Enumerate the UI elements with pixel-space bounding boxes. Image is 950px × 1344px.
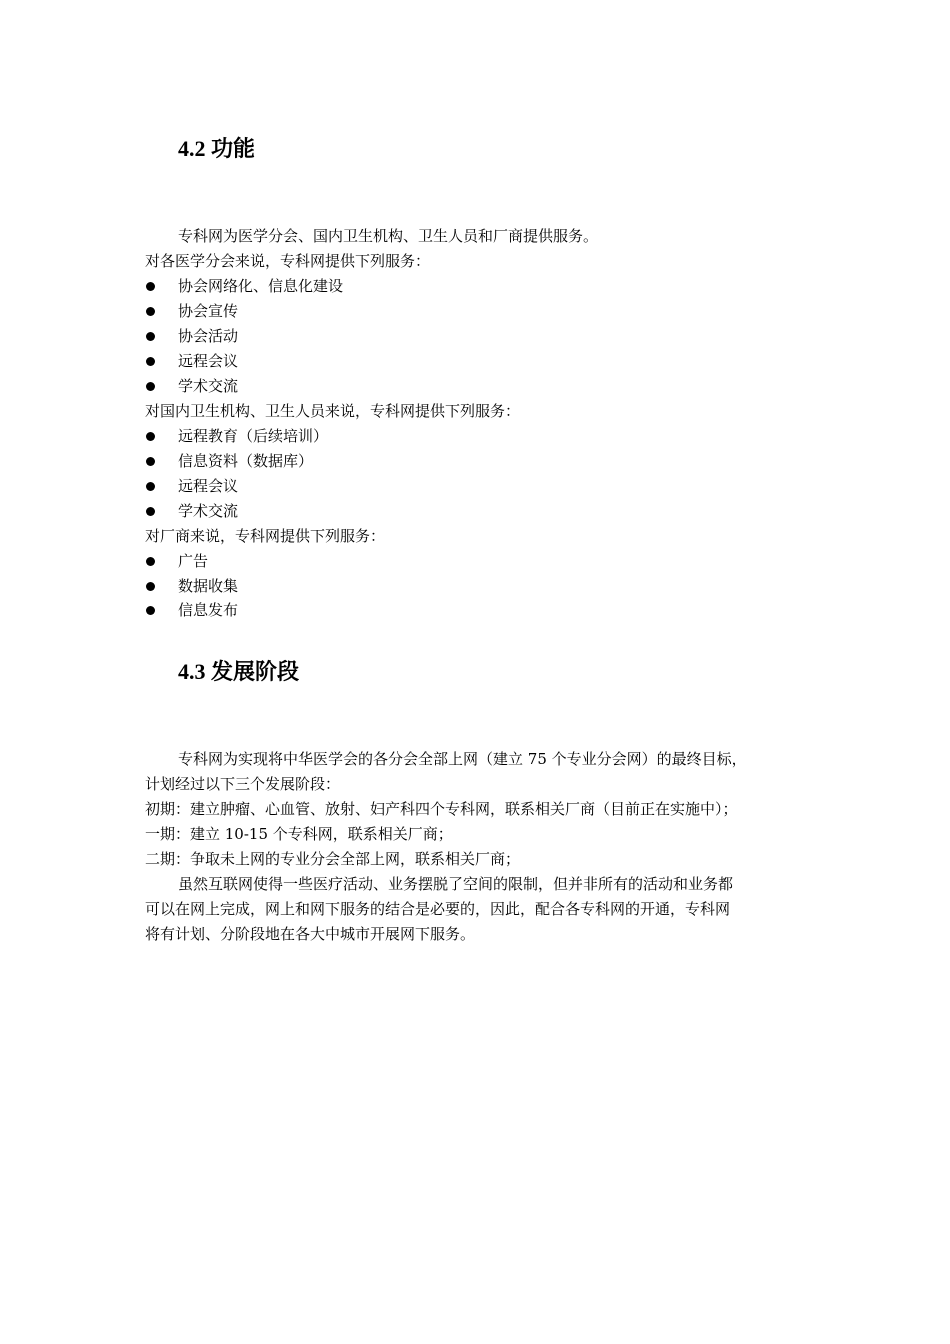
list-item-text: 远程会议 [178, 352, 239, 370]
phase-two: 二期：争取未上网的专业分会全部上网，联系相关厂商； [145, 850, 521, 868]
bullet-icon [146, 432, 155, 441]
group-2-lead: 对国内卫生机构、卫生人员来说，专科网提供下列服务： [145, 402, 521, 420]
bullet-icon [146, 307, 155, 316]
section-4-3-para2-line3: 将有计划、分阶段地在各大中城市开展网下服务。 [145, 925, 476, 943]
bullet-icon [146, 606, 155, 615]
list-item-text: 学术交流 [178, 502, 239, 520]
phase-initial: 初期：建立肿瘤、心血管、放射、妇产科四个专科网，联系相关厂商（目前正在实施中）； [145, 800, 738, 818]
list-item-text: 协会宣传 [178, 302, 239, 320]
bullet-icon [146, 382, 155, 391]
list-item-text: 信息发布 [178, 601, 239, 619]
list-item-text: 信息资料（数据库） [178, 452, 314, 470]
section-4-3-title: 4.3 发展阶段 [178, 659, 300, 684]
list-item-text: 协会网络化、信息化建设 [178, 277, 344, 295]
phase-one: 一期：建立 10-15 个专科网，联系相关厂商； [145, 825, 453, 843]
group-3-lead: 对厂商来说，专科网提供下列服务： [145, 527, 386, 545]
list-item-text: 远程会议 [178, 477, 239, 495]
bullet-icon [146, 582, 155, 591]
list-item-text: 数据收集 [178, 577, 239, 595]
bullet-icon [146, 357, 155, 366]
list-item-text: 协会活动 [178, 327, 239, 345]
section-4-3-para1-line2: 计划经过以下三个发展阶段： [145, 775, 341, 793]
bullet-icon [146, 282, 155, 291]
bullet-icon [146, 457, 155, 466]
bullet-icon [146, 482, 155, 491]
section-4-3-para2-line2: 可以在网上完成，网上和网下服务的结合是必要的，因此，配合各专科网的开通，专科网 [145, 900, 731, 918]
list-item-text: 广告 [178, 552, 209, 570]
list-item-text: 学术交流 [178, 377, 239, 395]
group-1-lead: 对各医学分会来说，专科网提供下列服务： [145, 252, 431, 270]
list-item-text: 远程教育（后续培训） [178, 427, 329, 445]
section-4-3-para1-line1: 专科网为实现将中华医学会的各分会全部上网（建立 75 个专业分会网）的最终目标， [178, 750, 747, 768]
bullet-icon [146, 332, 155, 341]
bullet-icon [146, 557, 155, 566]
bullet-icon [146, 507, 155, 516]
section-4-2-intro: 专科网为医学分会、国内卫生机构、卫生人员和厂商提供服务。 [178, 227, 599, 245]
section-4-2-title: 4.2 功能 [178, 136, 256, 161]
section-4-3-para2-line1: 虽然互联网使得一些医疗活动、业务摆脱了空间的限制，但并非所有的活动和业务都 [178, 875, 734, 893]
